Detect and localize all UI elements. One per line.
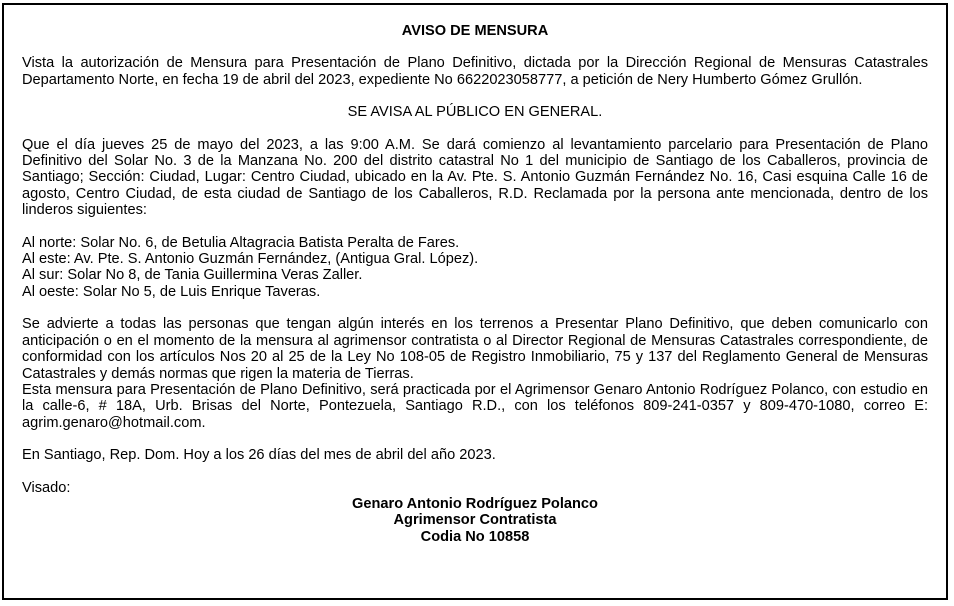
notice-title: AVISO DE MENSURA: [401, 23, 549, 39]
boundary-north: Al norte: Solar No. 6, de Betulia Altagracia Batista Peralta de Fares.: [22, 234, 460, 251]
signature-block: [22, 496, 928, 545]
intro-paragraph: Vista la autorización de Mensura para Presentación de Plano Definitivo, dictada por la Dirección Regional de Mensuras Catastrales Departamento Norte, en fecha 19 de abril del 2023, expediente No 6622023058777, a petición de Nery Humberto Gómez Grullón.: [22, 55, 928, 88]
boundary-west: Al oeste: Solar No 5, de Luis Enrique Taveras.: [22, 283, 321, 300]
signature-codia: Codia No 10858: [420, 528, 530, 545]
signature-role: Agrimensor Contratista: [393, 512, 557, 529]
public-notice-heading: SE AVISA AL PÚBLICO EN GENERAL.: [347, 104, 603, 121]
spacer: [22, 300, 928, 316]
surveyor-contact-paragraph: Esta mensura para Presentación de Plano Definitivo, será practicada por el Agrimensor Genaro Antonio Rodríguez Polanco, con estudio en la calle-6, # 18A, Urb. Brisas del Norte, Pontezuela, Santiago R.D., con los teléfonos 809-241-0357 y 809-470-1080, correo E: agrim.genaro@hotmail.com.: [22, 381, 928, 431]
survey-details-paragraph: Que el día jueves 25 de mayo del 2023, a las 9:00 A.M. Se dará comienzo al levantamiento parcelario para Presentación de Plano Definitivo del Solar No. 3 de la Manzana No. 200 del distrito catastral No 1 del municipio de Santiago de los Caballeros, provincia de Santiago; Sección: Ciudad, Lugar: Centro Ciudad, ubicado en la Av. Pte. S. Antonio Guzmán Fernández No. 16, Casi esquina Calle 16 de agosto, Centro Ciudad, de esta ciudad de Santiago de los Caballeros, R.D. Reclamada por la persona ante mencionada, dentro de los linderos siguientes:: [22, 136, 928, 219]
boundary-east: Al este: Av. Pte. S. Antonio Guzmán Fernández, (Antigua Gral. López).: [22, 251, 479, 268]
warning-paragraph: Se advierte a todas las personas que tengan algún interés en los terrenos a Presentar Plano Definitivo, que deben comunicarlo con anticipación o en el momento de la mensura al agrimensor contratista o al Director Regional de Mensuras Catastrales correspondiente, de conformidad con los artículos Nos 20 al 25 de la Ley No 108-05 de Registro Inmobiliario, 75 y 137 del Reglamento General de Mensuras Catastrales y demás normas que rigen la materia de Tierras.: [22, 316, 928, 382]
visado-label: Visado:: [22, 479, 71, 496]
boundary-south: Al sur: Solar No 8, de Tania Guillermina Veras Zaller.: [22, 267, 363, 284]
date-line: En Santiago, Rep. Dom. Hoy a los 26 días del mes de abril del año 2023.: [22, 447, 496, 464]
boundaries-list: [22, 235, 928, 301]
notice-box: [2, 3, 948, 600]
signature-name: Genaro Antonio Rodríguez Polanco: [352, 495, 598, 512]
